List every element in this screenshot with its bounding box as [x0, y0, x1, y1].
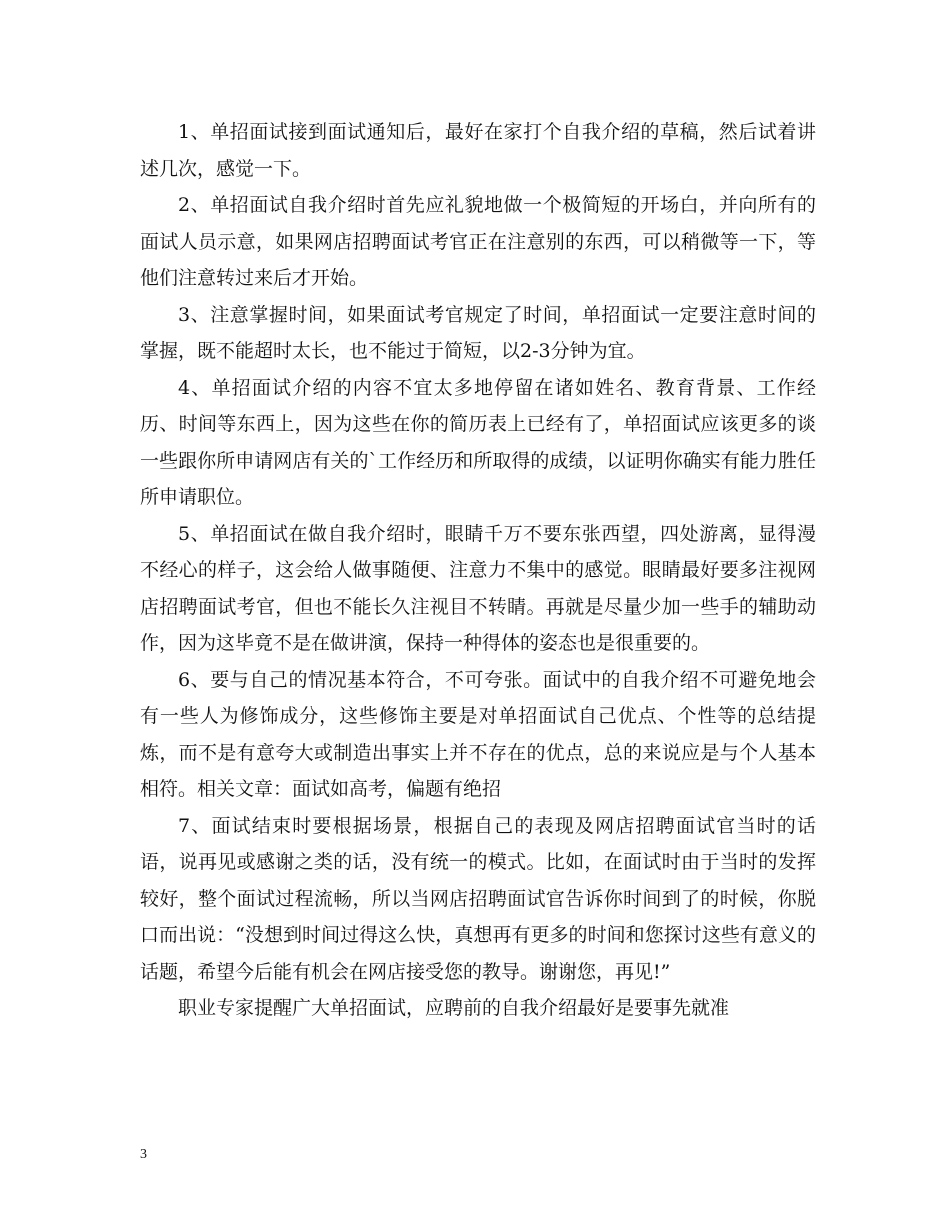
paragraph-1: 1、单招面试接到面试通知后，最好在家打个自我介绍的草稿，然后试着讲述几次，感觉一下。	[140, 121, 816, 180]
paragraph-8: 职业专家提醒广大单招面试，应聘前的自我介绍最好是要事先就准	[178, 997, 730, 1019]
paragraph-5: 5、单招面试在做自我介绍时，眼睛千万不要东张西望，四处游离，显得漫不经心的样子，这会给人做事随便、注意力不集中的感觉。眼睛最好要多注视网店招聘面试考官，但也不能长久注视目不转睛。再就是尽量少加一些手的辅助动作，因为这毕竟不是在做讲演，保持一种得体的姿态也是很重要的。	[140, 522, 816, 654]
paragraph-4: 4、单招面试介绍的内容不宜太多地停留在诸如姓名、教育背景、工作经历、时间等东西上，因为这些在你的简历表上已经有了，单招面试应该更多的谈一些跟你所申请网店有关的`工作经历和所取得的成绩，以证明你确实有能力胜任所申请职位。	[140, 376, 816, 508]
paragraph-3: 3、注意掌握时间，如果面试考官规定了时间，单招面试一定要注意时间的掌握，既不能超时太长，也不能过于简短，以2-3分钟为宜。	[140, 303, 816, 362]
page-number: 3	[140, 1147, 147, 1162]
paragraph-7: 7、面试结束时要根据场景，根据自己的表现及网店招聘面试官当时的话语，说再见或感谢之类的话，没有统一的模式。比如，在面试时由于当时的发挥较好，整个面试过程流畅，所以当网店招聘面试官告诉你时间到了的时候，你脱口而出说：“没想到时间过得这么快，真想再有更多的时间和您探讨这些有意义的话题，希望今后能有机会在网店接受您的教导。谢谢您，再见!”	[140, 814, 816, 983]
body-text	[140, 114, 816, 1027]
paragraph-2: 2、单招面试自我介绍时首先应礼貌地做一个极简短的开场白，并向所有的面试人员示意，如果网店招聘面试考官正在注意别的东西，可以稍微等一下，等他们注意转过来后才开始。	[140, 194, 816, 289]
paragraph-6: 6、要与自己的情况基本符合，不可夸张。面试中的自我介绍不可避免地会有一些人为修饰成分，这些修饰主要是对单招面试自己优点、个性等的总结提炼，而不是有意夸大或制造出事实上并不存在的优点，总的来说应是与个人基本相符。相关文章：面试如高考，偏题有绝招	[140, 668, 816, 800]
